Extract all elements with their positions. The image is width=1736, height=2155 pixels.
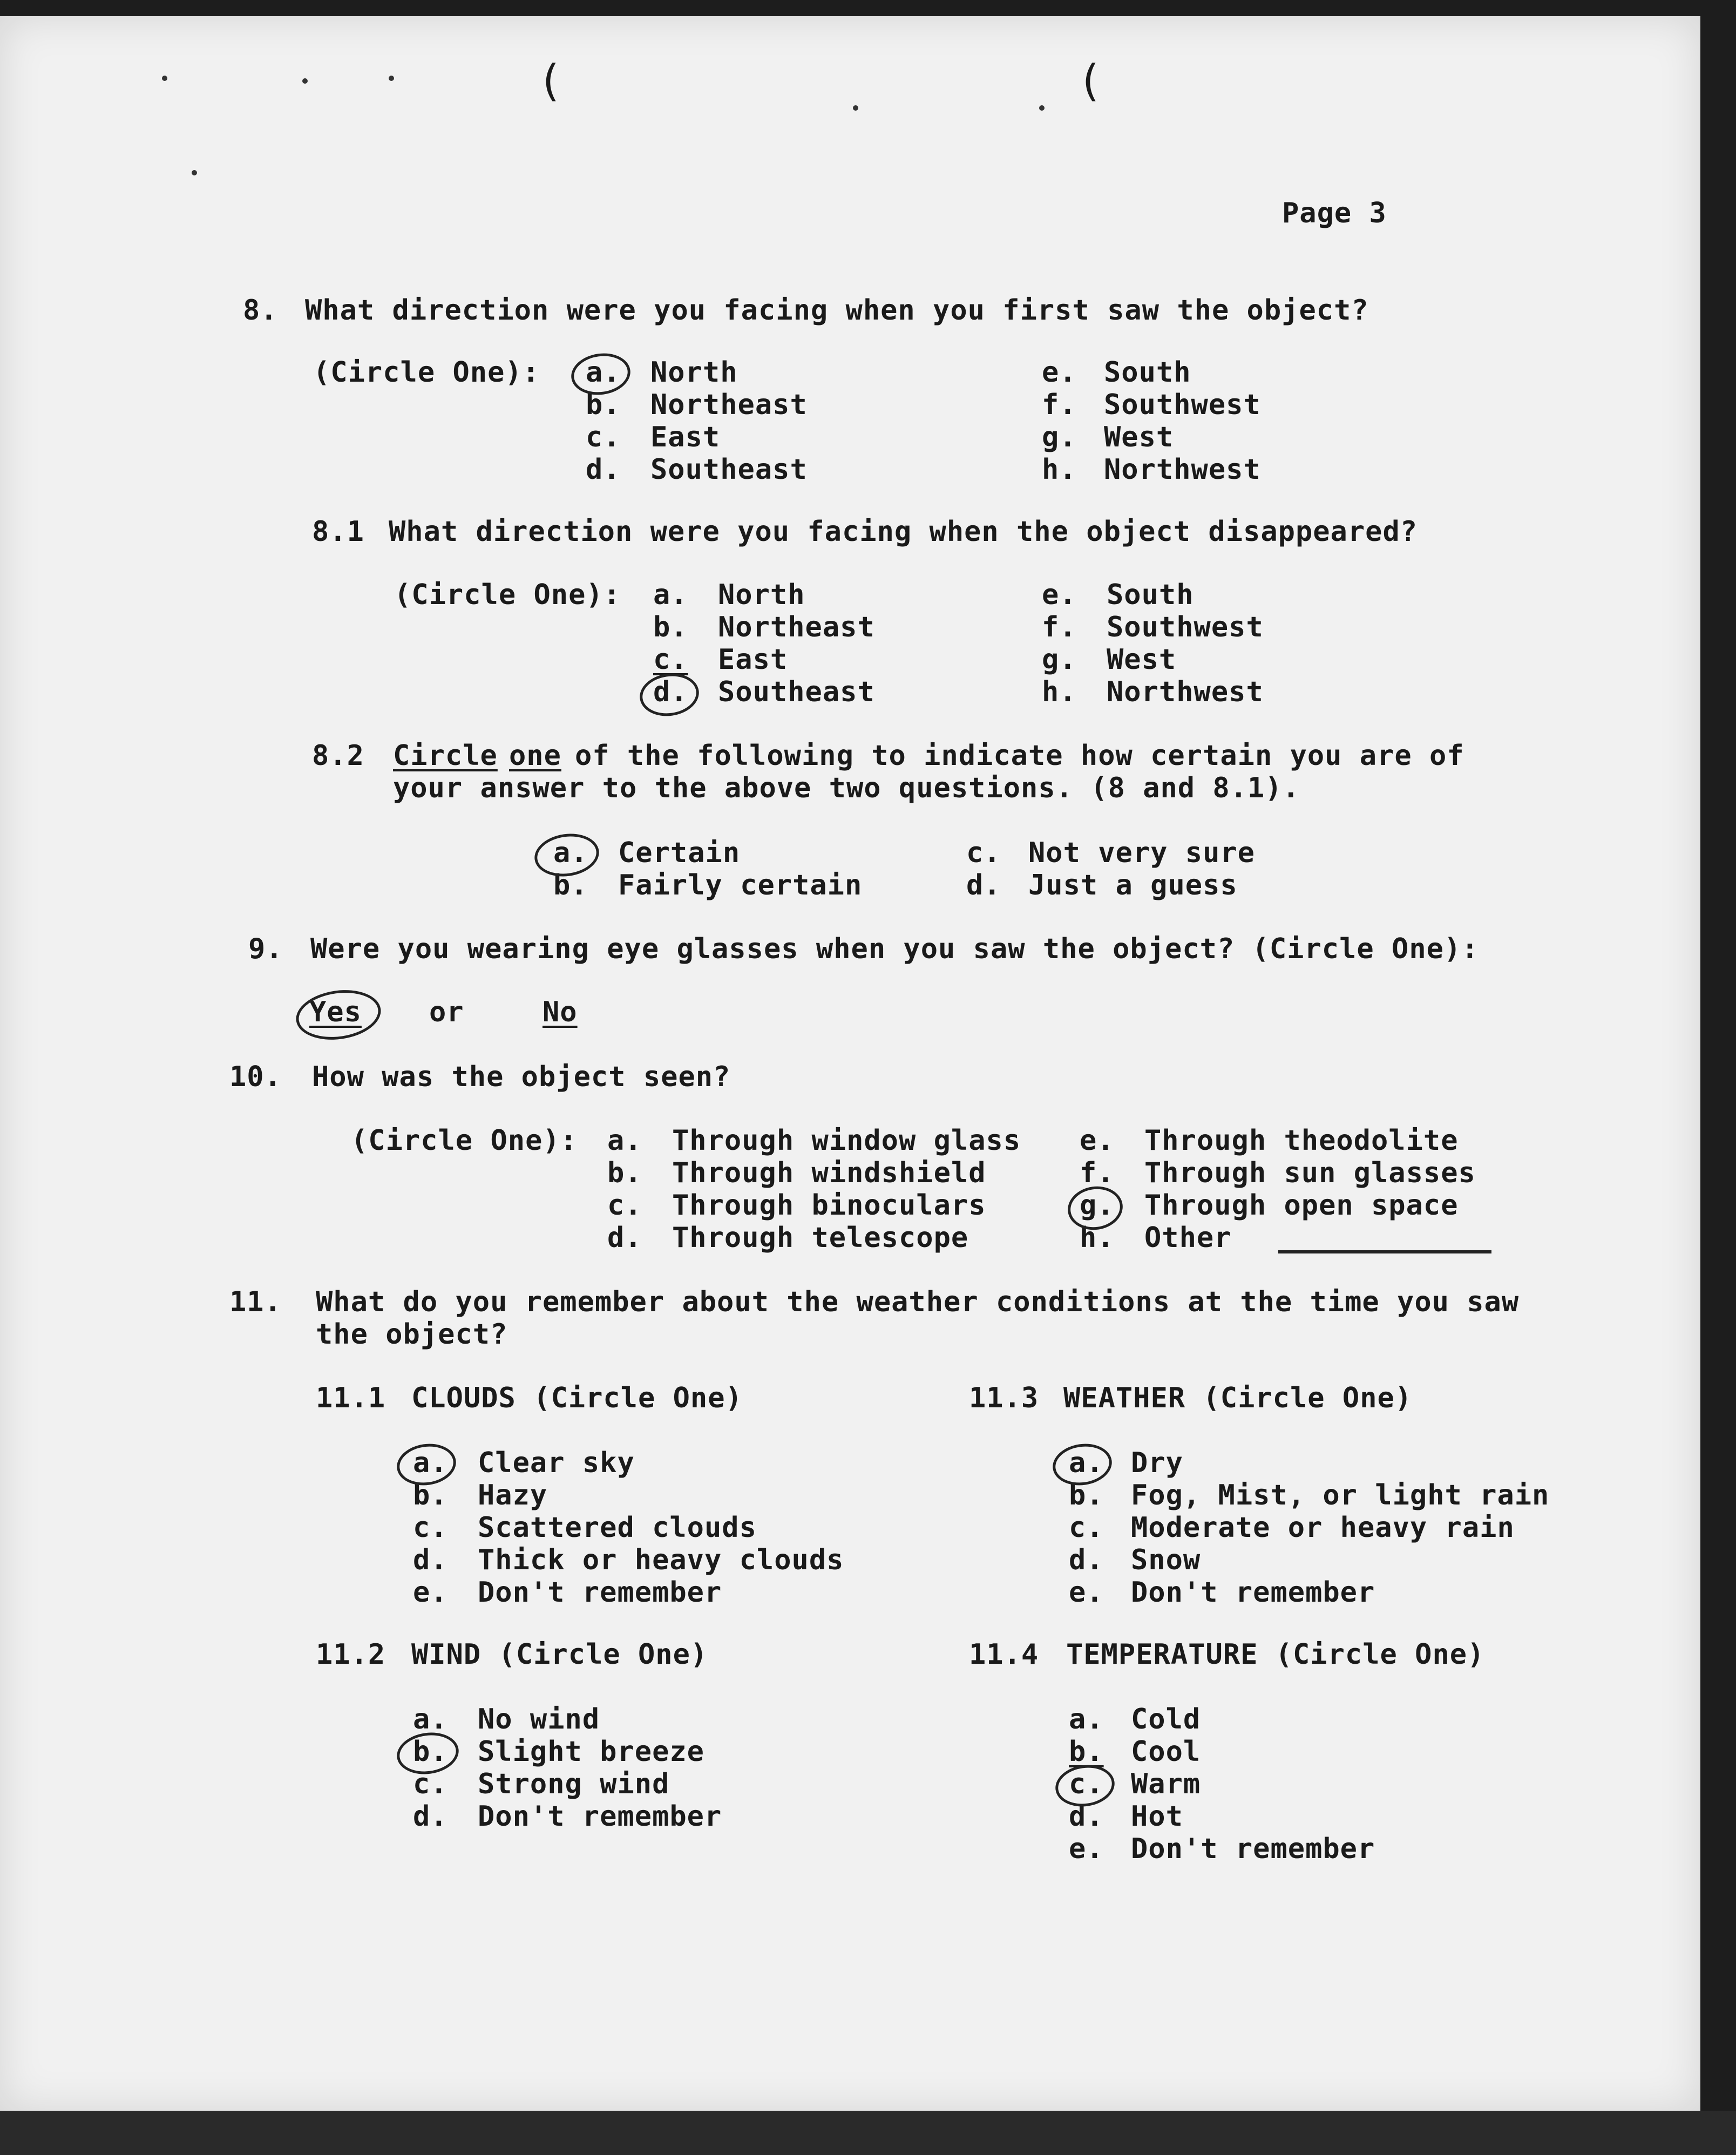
temperature-option-label[interactable]: Cold [1131, 1703, 1201, 1736]
wind-option-label[interactable]: Slight breeze [478, 1736, 704, 1768]
clouds-option-letter[interactable]: b. [413, 1479, 448, 1512]
q82-option-letter[interactable]: a. [553, 837, 588, 869]
q82-question-line1: of the following to indicate how certain you are of [575, 740, 1464, 772]
q8-option-label[interactable]: West [1104, 421, 1174, 453]
clouds-option-label[interactable]: Hazy [478, 1479, 548, 1512]
weather-option-letter[interactable]: b. [1069, 1479, 1104, 1512]
q10-option-letter[interactable]: g. [1080, 1189, 1115, 1222]
q11-question-line1: What do you remember about the weather conditions at the time you saw [316, 1286, 1520, 1318]
wind-title: WIND (Circle One) [411, 1638, 708, 1671]
scan-speck [162, 76, 167, 81]
q8-option-label[interactable]: East [650, 421, 721, 453]
wind-number: 11.2 [316, 1638, 386, 1671]
wind-option-letter[interactable]: a. [413, 1703, 448, 1736]
q10-option-letter[interactable]: a. [607, 1124, 642, 1157]
scan-speck [853, 105, 858, 111]
q10-option-letter[interactable]: f. [1080, 1157, 1115, 1189]
q8-option-letter[interactable]: a. [586, 356, 621, 389]
temperature-option-letter[interactable]: b. [1069, 1736, 1104, 1768]
q10-option-label[interactable]: Through binoculars [672, 1189, 986, 1222]
weather-title: WEATHER (Circle One) [1063, 1382, 1413, 1414]
header-mark: ( [1077, 56, 1104, 106]
q8-option-letter[interactable]: d. [586, 453, 621, 486]
q81-option-letter[interactable]: h. [1042, 676, 1077, 708]
q8-option-label[interactable]: Southeast [650, 453, 808, 486]
clouds-option-label[interactable]: Clear sky [478, 1447, 635, 1479]
wind-option-letter[interactable]: c. [413, 1768, 448, 1800]
q81-option-label[interactable]: West [1107, 643, 1177, 676]
temperature-option-letter[interactable]: e. [1069, 1833, 1104, 1865]
q81-option-letter[interactable]: c. [653, 643, 688, 676]
scan-speck [1039, 105, 1045, 111]
q82-question-line2: your answer to the above two questions. (8 and 8.1). [393, 772, 1300, 804]
q81-number: 8.1 [312, 516, 364, 548]
q82-option-label[interactable]: Just a guess [1028, 869, 1238, 902]
q82-option-letter[interactable]: c. [966, 837, 1001, 869]
scan-border [0, 2111, 1736, 2155]
clouds-option-label[interactable]: Scattered clouds [478, 1512, 757, 1544]
q81-option-letter[interactable]: b. [653, 611, 688, 643]
weather-option-label[interactable]: Fog, Mist, or light rain [1131, 1479, 1550, 1512]
q10-option-letter[interactable]: e. [1080, 1124, 1115, 1157]
temperature-option-letter[interactable]: a. [1069, 1703, 1104, 1736]
q10-option-letter[interactable]: d. [607, 1222, 642, 1254]
wind-option-label[interactable]: Strong wind [478, 1768, 670, 1800]
q8-option-letter[interactable]: h. [1042, 453, 1077, 486]
q8-option-letter[interactable]: f. [1042, 389, 1077, 421]
q9-question: Were you wearing eye glasses when you saw the object? (Circle One): [310, 933, 1479, 965]
q11-number: 11. [229, 1286, 282, 1318]
q82-option-label[interactable]: Certain [618, 837, 741, 869]
q10-question: How was the object seen? [312, 1061, 731, 1093]
scan-speck [389, 76, 394, 81]
q81-option-label[interactable]: Southeast [718, 676, 875, 708]
q8-option-label[interactable]: Southwest [1104, 389, 1261, 421]
q10-option-letter[interactable]: c. [607, 1189, 642, 1222]
q82-option-letter[interactable]: d. [966, 869, 1001, 902]
q81-option-letter[interactable]: d. [653, 676, 688, 708]
weather-option-letter[interactable]: d. [1069, 1544, 1104, 1576]
q8-instruction: (Circle One): [313, 356, 540, 389]
clouds-option-letter[interactable]: c. [413, 1512, 448, 1544]
q81-option-letter[interactable]: g. [1042, 643, 1077, 676]
clouds-option-letter[interactable]: d. [413, 1544, 448, 1576]
scan-speck [192, 170, 197, 175]
q9-number: 9. [248, 933, 283, 965]
q8-option-letter[interactable]: e. [1042, 356, 1077, 389]
clouds-option-label[interactable]: Thick or heavy clouds [478, 1544, 844, 1576]
q82-option-label[interactable]: Not very sure [1028, 837, 1255, 869]
clouds-option-letter[interactable]: e. [413, 1576, 448, 1609]
q10-option-letter[interactable]: h. [1080, 1222, 1115, 1254]
q81-option-label[interactable]: North [718, 579, 805, 611]
q82-circle-word: Circle [393, 740, 498, 772]
q81-option-label[interactable]: Northwest [1107, 676, 1264, 708]
q8-option-label[interactable]: South [1104, 356, 1191, 389]
temperature-option-label[interactable]: Warm [1131, 1768, 1201, 1800]
clouds-option-label[interactable]: Don't remember [478, 1576, 722, 1609]
q8-number: 8. [243, 294, 278, 327]
q10-instruction: (Circle One): [351, 1124, 578, 1157]
wind-option-letter[interactable]: d. [413, 1800, 448, 1833]
q10-option-label[interactable]: Other [1144, 1222, 1232, 1254]
q82-option-letter[interactable]: b. [553, 869, 588, 902]
q8-option-label[interactable]: Northeast [650, 389, 808, 421]
q81-option-letter[interactable]: f. [1042, 611, 1077, 643]
weather-option-label[interactable]: Moderate or heavy rain [1131, 1512, 1515, 1544]
q8-question: What direction were you facing when you first saw the object? [305, 294, 1369, 327]
q8-option-letter[interactable]: g. [1042, 421, 1077, 453]
temperature-option-label[interactable]: Hot [1131, 1800, 1183, 1833]
q82-one-word: one [509, 740, 561, 772]
q81-instruction: (Circle One): [394, 579, 621, 611]
q10-number: 10. [229, 1061, 282, 1093]
page-number: Page 3 [1282, 197, 1387, 229]
weather-option-letter[interactable]: c. [1069, 1512, 1104, 1544]
q10-option-label[interactable]: Through windshield [672, 1157, 986, 1189]
q10-other-blank[interactable] [1278, 1250, 1491, 1253]
temperature-option-letter[interactable]: c. [1069, 1768, 1104, 1800]
q81-option-label[interactable]: Northeast [718, 611, 875, 643]
q9-no-option[interactable]: No [542, 996, 578, 1028]
q81-option-letter[interactable]: a. [653, 579, 688, 611]
q81-option-label[interactable]: East [718, 643, 788, 676]
q10-option-label[interactable]: Through sun glasses [1144, 1157, 1476, 1189]
temperature-option-letter[interactable]: d. [1069, 1800, 1104, 1833]
weather-option-label[interactable]: Dry [1131, 1447, 1183, 1479]
q11-question-line2: the object? [316, 1318, 508, 1351]
temperature-title: TEMPERATURE (Circle One) [1066, 1638, 1485, 1671]
q10-option-label[interactable]: Through theodolite [1144, 1124, 1459, 1157]
weather-option-label[interactable]: Snow [1131, 1544, 1201, 1576]
q8-option-label[interactable]: North [650, 356, 738, 389]
clouds-title: CLOUDS (Circle One) [411, 1382, 743, 1414]
wind-option-label[interactable]: No wind [478, 1703, 600, 1736]
q9-yes-option[interactable]: Yes [309, 996, 362, 1028]
q8-option-label[interactable]: Northwest [1104, 453, 1261, 486]
wind-option-label[interactable]: Don't remember [478, 1800, 722, 1833]
q10-option-label[interactable]: Through telescope [672, 1222, 969, 1254]
q81-option-label[interactable]: Southwest [1107, 611, 1264, 643]
weather-option-label[interactable]: Don't remember [1131, 1576, 1375, 1609]
header-mark: ( [537, 56, 564, 106]
q8-option-letter[interactable]: c. [586, 421, 621, 453]
q81-option-label[interactable]: South [1107, 579, 1194, 611]
weather-number: 11.3 [969, 1382, 1039, 1414]
q9-or-text: or [429, 996, 464, 1028]
temperature-option-label[interactable]: Cool [1131, 1736, 1201, 1768]
q10-option-label[interactable]: Through open space [1144, 1189, 1459, 1222]
temperature-option-label[interactable]: Don't remember [1131, 1833, 1375, 1865]
q82-option-label[interactable]: Fairly certain [618, 869, 863, 902]
q8-option-letter[interactable]: b. [586, 389, 621, 421]
scan-speck [302, 78, 308, 84]
wind-option-letter[interactable]: b. [413, 1736, 448, 1768]
clouds-number: 11.1 [316, 1382, 386, 1414]
q81-option-letter[interactable]: e. [1042, 579, 1077, 611]
clouds-option-letter[interactable]: a. [413, 1447, 448, 1479]
temperature-number: 11.4 [969, 1638, 1039, 1671]
q10-option-letter[interactable]: b. [607, 1157, 642, 1189]
weather-option-letter[interactable]: a. [1069, 1447, 1104, 1479]
q82-number: 8.2 [312, 740, 364, 772]
q10-option-label[interactable]: Through window glass [672, 1124, 1021, 1157]
weather-option-letter[interactable]: e. [1069, 1576, 1104, 1609]
q81-question: What direction were you facing when the object disappeared? [389, 516, 1418, 548]
